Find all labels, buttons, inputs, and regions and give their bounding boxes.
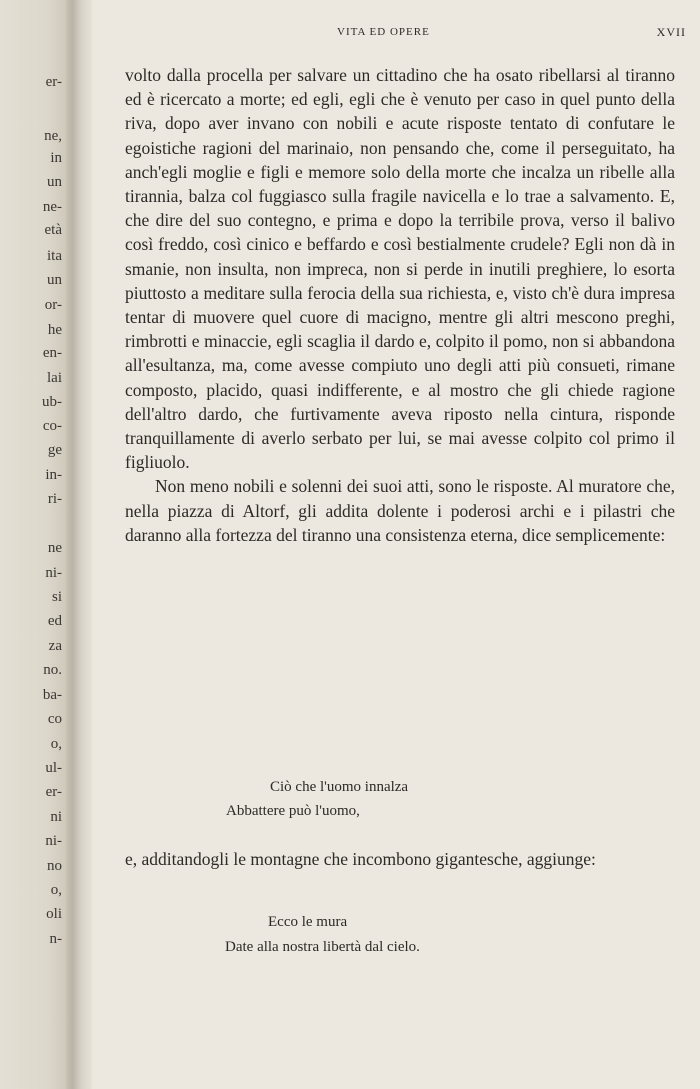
facing-page-fragment: or- xyxy=(44,297,62,313)
facing-page-fragment: un xyxy=(47,174,62,190)
facing-page-fragment: ne- xyxy=(42,199,62,215)
facing-page-fragment: er- xyxy=(45,74,62,90)
facing-page-fragment: ni- xyxy=(45,565,62,581)
facing-page-fragment: ne, xyxy=(44,128,62,144)
facing-page-fragment: co- xyxy=(42,418,62,434)
facing-page-fragment: ba- xyxy=(42,687,62,703)
facing-page-fragment: ne xyxy=(47,540,62,556)
page-number: XVII xyxy=(656,25,686,39)
facing-page-fragment: ni xyxy=(50,809,62,825)
facing-page-edge xyxy=(0,0,66,1089)
facing-page-fragment: ub- xyxy=(42,394,62,410)
facing-page-fragment: in xyxy=(50,150,62,166)
running-head: VITA ED OPERE xyxy=(337,26,430,38)
facing-page-fragment: no xyxy=(47,858,62,874)
facing-page-fragment: no. xyxy=(43,662,62,678)
facing-page-fragment: o, xyxy=(50,736,62,752)
facing-page-fragment: un xyxy=(47,272,62,288)
facing-page-fragment: za xyxy=(48,638,62,654)
facing-page-fragment: lai xyxy=(47,370,62,386)
facing-page-fragment: er- xyxy=(45,784,62,800)
paragraph: volto dalla procella per salvare un cittadino che ha osato ribellarsi al tiranno ed è ricercato a morte; ed egli, egli che è venuto per caso in quel punto della riva, dopo aver invano con nobili e acute risposte tentato di confutare le egoistiche ragioni del marinaio, non pensando che, come il perseguitato, ha anch'egli moglie e figli e memore solo della morte che incalza un ribelle alla tirannia, balza col fuggiasco sulla fragile navicella e lo trae a salvamento. E, che dire del suo contegno, e prima e dopo la terribile prova, verso il balivo così freddo, così cinico e beffardo e così bestialmente crudele? Egli non dà in smanie, non insulta, non impreca, non si perde in inutili preghiere, lo esorta piuttosto a meditare sulla ferocia della sua richiesta, e, visto ch'è dura impresa tentar di muovere quel cuore di macigno, mentre gli altri mescono preghi, rimbrotti e minaccie, egli scaglia il dardo e, colpito il pomo, non si abbandona all'esultanza, ma, come avesse compiuto uno degli atti più consueti, rimane composto, placido, quasi indifferente, e al mostro che gli chiede ragione dell'altro dardo, che furtivamente aveva riposto nella cintura, risponde tranquillamente di averlo serbato per lui, se mai avesse colpito col primo il figliuolo. xyxy=(125,65,675,473)
main-text xyxy=(125,63,675,547)
verse-line: Abbattere può l'uomo, xyxy=(226,803,360,819)
facing-page-fragment: ge xyxy=(47,442,62,458)
facing-page-fragment: ed xyxy=(47,613,62,629)
facing-page-fragment: n- xyxy=(49,931,62,947)
facing-page-fragment: età xyxy=(44,222,62,238)
facing-page-fragment: he xyxy=(47,322,62,338)
facing-page-fragment: oli xyxy=(46,906,62,922)
facing-page-fragment: co xyxy=(47,711,62,727)
paragraph: e, additandogli le montagne che incombono gigantesche, aggiunge: xyxy=(125,849,596,869)
paragraph: Non meno nobili e solenni dei suoi atti, sono le risposte. Al muratore che, nella piazza di Altorf, gli addita dolente i poderosi archi e i pilastri che daranno alla fortezza del tiranno una consistenza eterna, dice semplicemente: xyxy=(125,476,675,545)
verse-line: Ecco le mura xyxy=(268,914,348,930)
facing-page-fragment: ri- xyxy=(47,491,62,507)
facing-page-fragment: en- xyxy=(42,345,62,361)
facing-page-fragment: ita xyxy=(47,248,62,264)
book-gutter xyxy=(66,0,92,1089)
verse-line: Ciò che l'uomo innalza xyxy=(270,779,409,795)
facing-page-fragment: ni- xyxy=(45,833,62,849)
facing-page-fragment: si xyxy=(51,589,62,605)
facing-page-fragment: ul- xyxy=(45,760,62,776)
verse-line: Date alla nostra libertà dal cielo. xyxy=(225,939,420,955)
facing-page-fragment: in- xyxy=(45,467,62,483)
facing-page-fragment: o, xyxy=(50,882,62,898)
